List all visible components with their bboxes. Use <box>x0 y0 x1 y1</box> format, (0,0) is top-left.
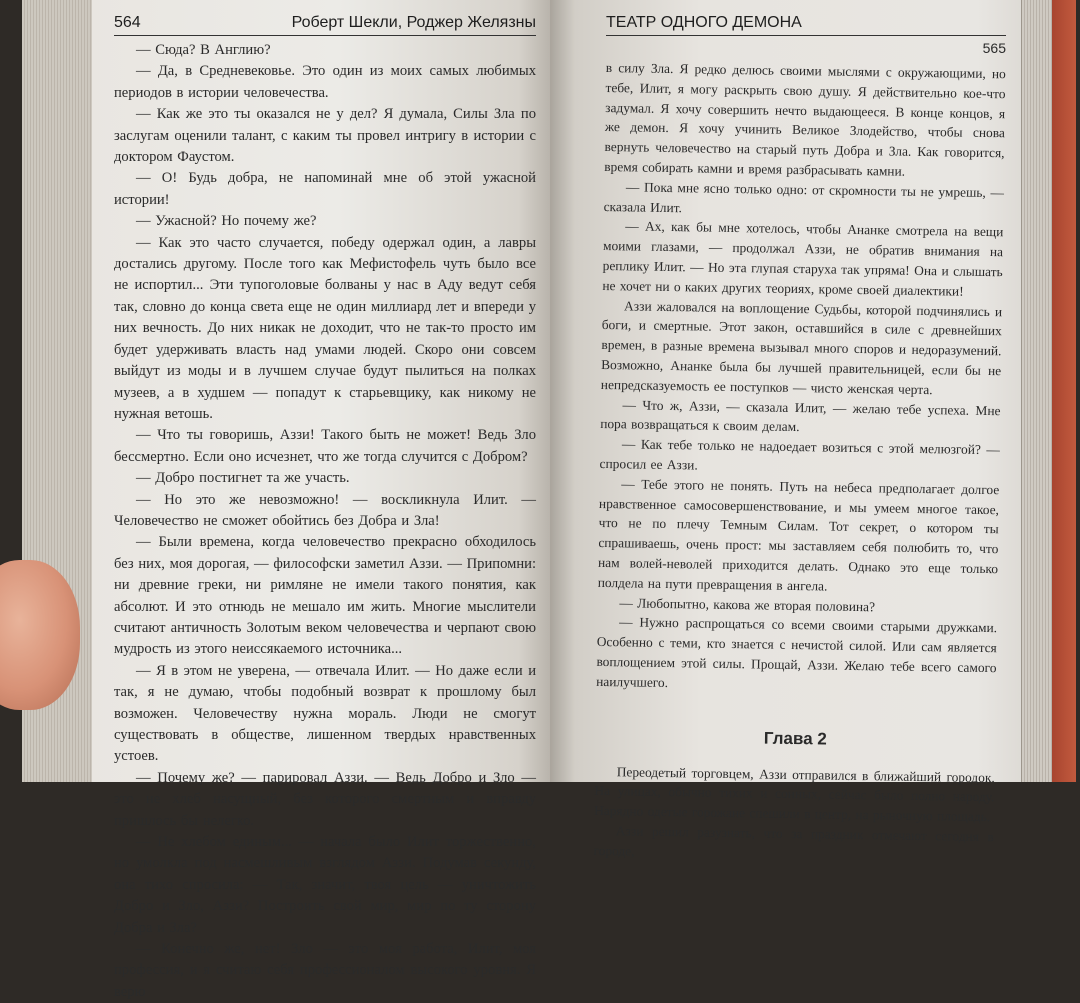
paragraph: Аззи жаловался на воплощение Судьбы, которой подчинялись и боги, и смертные. Этот закон, оставшийся в силе с древнейших времен, в разные времена вызывал много споров и недоразумений. Возможно, Ананке была бы лучшей правительницей, если бы не непредсказуемость ее поступков — чисто женская черта. <box>600 297 1003 397</box>
right-running-header <box>606 14 1006 36</box>
paragraph: — Добро постигнет та же участь. <box>136 470 350 487</box>
paragraph: — Не хлебом единым... — начала было Илит торжественно, но умолкла под насмешливым взглядом Аззи. Подумав секунду, она тихо спросила: — Так, значит, твоя цель — уничтожить Добро и Зло, Аззи? Построить свой мир, мир по ту сторону Добра и Зла? <box>114 834 536 936</box>
paragraph: — Но это же невозможно! — воскликнула Илит. — Человечество не сможет обойтись без Добра и Зла! <box>114 491 536 529</box>
paragraph: — Как тебе только не надоедает возиться с этой мелюзгой? — спросил ее Аззи. <box>599 436 1001 473</box>
right-page-number: 565 <box>982 40 1006 56</box>
book-cover-edge <box>1052 0 1076 782</box>
paragraph: — Тебе этого не понять. Путь на небеса предполагает долгое нравственное самосовершенствование, и мы умеем многое такое, что не по плечу Темным Силам. Тот секрет, о котором ты спрашиваешь, очень прост: мы заставляем себя полюбить то, что нам волей-неволей приходится делать. Однако это еще только полдела на пути превращения в ангела. <box>597 476 1000 594</box>
right-page-body <box>593 58 1006 867</box>
paragraph: — Почему же? — парировал Аззи. — Ведь Добро и Зло — это не хлеб насущный, без которого смертным и вправду пришлось бы нелегко. <box>114 769 536 829</box>
paragraph: — Что ж, Аззи, — сказала Илит, — желаю тебе успеха. Мне пора возвращаться к своим делам. <box>600 396 1001 435</box>
chapter-heading: Глава 2 <box>763 728 827 749</box>
right-running-head: ТЕАТР ОДНОГО ДЕМОНА <box>606 14 802 31</box>
paragraph: — Как же это ты оказался не у дел? Я думала, Силы Зла по заслугам оценили талант, с каким ты провел интригу в истории с доктором Фаустом. <box>114 106 536 166</box>
paragraph: — Да, в Средневековье. Это один из моих самых любимых периодов в истории человечества. <box>114 63 536 101</box>
paragraph: — Я в этом не уверена, — отвечала Илит. — Но даже если и так, я не думаю, чтобы подобный возврат к прошлому был возможен. Человечеству нужна мораль. Люди не смогут существовать в обществе, лишенном твердых нравственных устоев. <box>114 662 536 765</box>
paragraph: — Ужасной? Но почему же? <box>136 213 317 230</box>
paragraph: — Нужно распрощаться со всеми своими старыми дружками. Особенно с теми, кто знается с нечистой силой. Или сам является воплощением этой силы. Прощай, Аззи. Желаю тебе всего самого наилучшего. <box>596 614 998 690</box>
left-page <box>22 0 550 1000</box>
left-page-number: 564 <box>114 14 141 31</box>
left-running-header <box>114 14 536 36</box>
paragraph: — Что ты говоришь, Аззи! Такого быть не может! Ведь Зло бессмертно. Если оно исчезнет, что же тогда случится с Добром? <box>114 427 536 465</box>
paragraph: — О! Будь добра, не напоминай мне об этой ужасной истории! <box>114 170 536 208</box>
book-spread <box>22 0 1052 1000</box>
paragraph: — Любопытно, какова же вторая половина? <box>619 594 876 614</box>
paragraph: Аззи решил разузнать, что за праздник отмечают сегодня в городе, <box>593 823 994 859</box>
page-stack-edge-right <box>1021 0 1054 782</box>
paragraph: — Ах, как бы мне хотелось, чтобы Ананке смотрела на вещи моими глазами, — продолжал Аззи, не обратив внимания на реплику Илит. — Но эта глупая старуха так упряма! Она и слышать не хочет ни о каких других теориях, кроме своей диалектики! <box>602 218 1004 299</box>
left-page-body <box>114 40 536 1003</box>
right-page <box>550 0 1052 859</box>
left-running-head: Роберт Шекли, Роджер Желязны <box>291 14 536 31</box>
paragraph: — Сюда? В Англию? <box>136 42 271 58</box>
paragraph: Переодетый торговцем, Аззи отправился в ближайший городок. На улицах, обычно тихих и сонных, сейчас было полно народу. Нарядно одетые горожане спешили в центр, на рыночную площадь. <box>594 763 995 825</box>
paragraph: в силу Зла. Я редко делюсь своими мыслями с окружающими, но тебе, Илит, я могу раскрыть свою душу. Я действительно кое-что задумал. Я хочу совершить нечто выдающееся. В конце концов, я же демон. Я хочу учинить Великое Злодейство, чтобы снова вернуть человечество на старый путь Добра и Зла. Как говорится, время собирать камни и время разбрасывать камни. <box>604 59 1006 179</box>
paragraph: — Были времена, когда человечество прекрасно обходилось без них, моя дорогая, — философски заметил Аззи. — Припомни: ни древние греки, ни римляне не имели такого понятия, как абсолют. И это отнюдь не мешало им жить. Многие мыслители считают античность Золотым веком человечества и черпают свою мудрость из этого неиссякаемого источника... <box>114 534 536 658</box>
paragraph: — Пока мне ясно только одно: от скромности ты не умрешь, — сказала Илит. <box>603 179 1005 215</box>
paragraph: — Как это часто случается, победу одержал один, а лавры достались другому. После того как Мефистофель чуть было все не испортил... Эти тупоголовые болваны у нас в Аду ведут себя так, словно до конца света еще не один миллиард лет и впереди у них вечность. До них никак не доходит, что не так-то просто им будет удерживать власть над умами людей. Скоро они совсем выйдут из моды и в лучшем случае будут пылиться на полках музеев, а в худшем — попадут к старьевщику, как никому не нужная ветошь. <box>114 234 536 422</box>
paragraph: — Конечно же, нет! Зло — это моя работа, Илит, моя профессия, и я считаю себя профессионалом высокого уровня. Я верю <box>114 941 536 1000</box>
